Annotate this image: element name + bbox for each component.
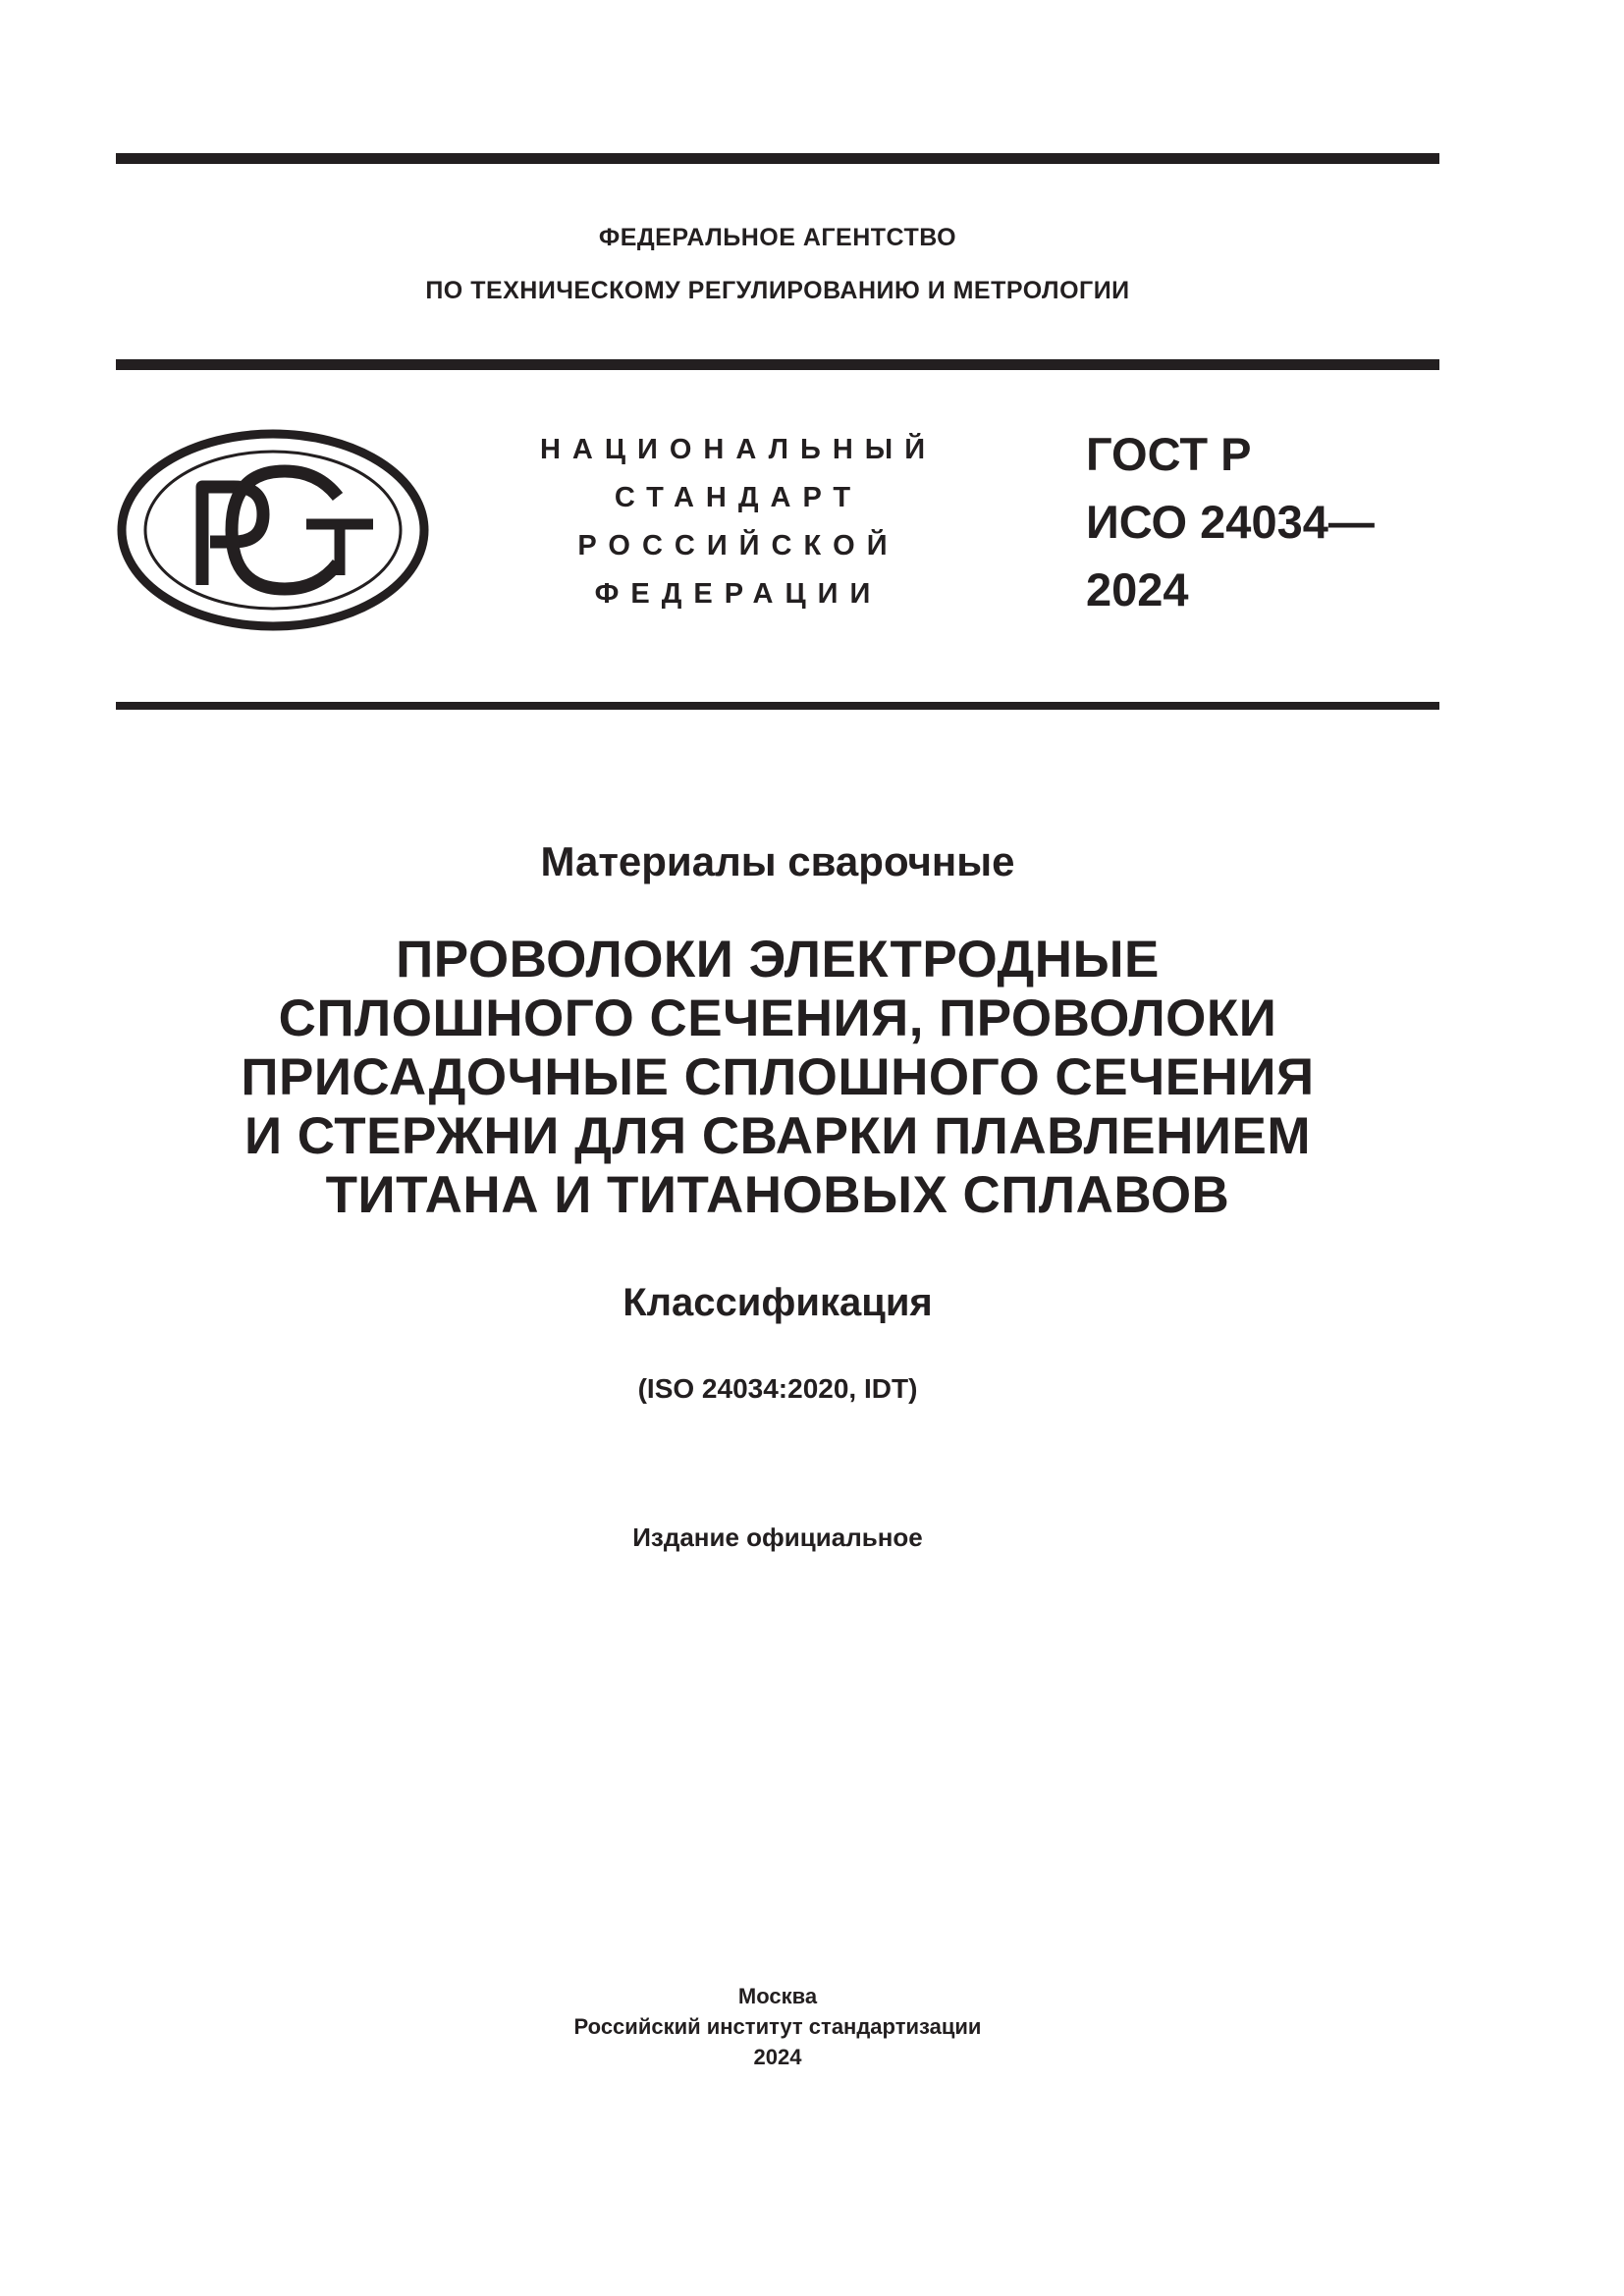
national-standard-line: НАЦИОНАЛЬНЫЙ	[539, 434, 938, 465]
title-line: ПРОВОЛОКИ ЭЛЕКТРОДНЫЕ	[396, 931, 1160, 988]
national-standard-line: ФЕДЕРАЦИИ	[594, 578, 883, 610]
publisher-name: Российский институт стандартизации	[573, 2014, 982, 2039]
designation-line: 2024	[1086, 563, 1189, 615]
header-rule	[116, 359, 1439, 370]
title-line: ТИТАНА И ТИТАНОВЫХ СПЛАВОВ	[325, 1166, 1230, 1224]
document-title	[116, 931, 1439, 1225]
document-subtitle: Классификация	[623, 1281, 933, 1324]
title-line: ПРИСАДОЧНЫЕ СПЛОШНОГО СЕЧЕНИЯ	[241, 1048, 1315, 1106]
rst-gost-emblem-icon	[116, 428, 430, 632]
masthead-bottom-rule	[116, 702, 1439, 710]
national-standard-line: СТАНДАРТ	[614, 482, 863, 513]
agency-name-line-2: ПО ТЕХНИЧЕСКОМУ РЕГУЛИРОВАНИЮ И МЕТРОЛОГИИ	[425, 277, 1130, 304]
designation-line: ИСО 24034—	[1086, 496, 1375, 548]
edition-note: Издание официальное	[632, 1522, 923, 1552]
national-standard-label	[522, 426, 954, 618]
standard-designation	[1086, 420, 1375, 623]
top-rule	[116, 153, 1439, 164]
publisher-city: Москва	[737, 1984, 818, 2008]
designation-line: ГОСТ Р	[1086, 428, 1252, 480]
title-line: СПЛОШНОГО СЕЧЕНИЯ, ПРОВОЛОКИ	[278, 989, 1277, 1047]
iso-reference: (ISO 24034:2020, IDT)	[637, 1373, 918, 1404]
publication-year: 2024	[753, 2045, 802, 2069]
agency-name-line-1: ФЕДЕРАЛЬНОЕ АГЕНТСТВО	[598, 224, 957, 251]
national-standard-line: РОССИЙСКОЙ	[577, 530, 899, 561]
publisher-block	[116, 1981, 1439, 2072]
document-subject: Материалы сварочные	[540, 838, 1015, 884]
title-line: И СТЕРЖНИ ДЛЯ СВАРКИ ПЛАВЛЕНИЕМ	[244, 1107, 1312, 1165]
